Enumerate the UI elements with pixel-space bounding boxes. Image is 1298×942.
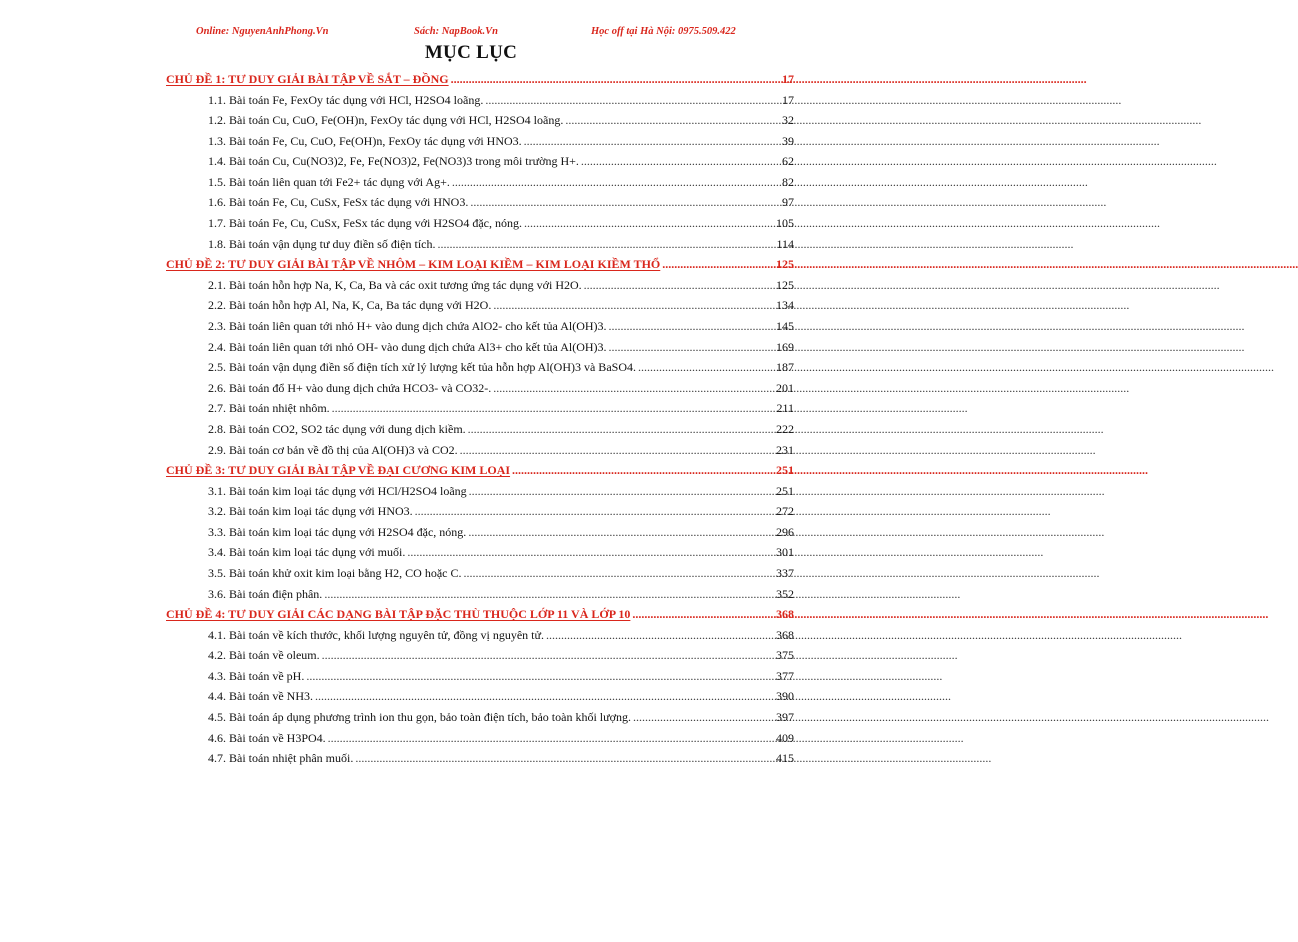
toc-entry[interactable] <box>166 731 794 752</box>
toc-entry[interactable] <box>166 401 794 422</box>
toc-entry[interactable] <box>166 751 794 772</box>
toc-entry-title: 4.5. Bài toán áp dụng phương trình ion thu gọn, bảo toàn điện tích, bảo toàn khối lượng. <box>208 710 631 725</box>
dot-leader <box>355 751 774 766</box>
toc-entry-title: 4.7. Bài toán nhiệt phân muối. <box>208 751 354 766</box>
toc-entry-title: 1.4. Bài toán Cu, Cu(NO3)2, Fe, Fe(NO3)2, Fe(NO3)3 trong môi trường H+. <box>208 154 579 169</box>
toc-entry[interactable] <box>166 319 794 340</box>
dot-leader <box>546 628 774 643</box>
page-number: 375 <box>776 648 794 663</box>
header-book-site: Sách: NapBook.Vn <box>414 26 499 37</box>
toc-entry-title: 1.7. Bài toán Fe, Cu, CuSx, FeSx tác dụng với H2SO4 đặc, nóng. <box>208 216 523 231</box>
toc-entry[interactable] <box>166 154 794 175</box>
toc-entry[interactable] <box>166 689 794 710</box>
page-number: 105 <box>776 216 794 231</box>
page-number: 231 <box>776 442 794 457</box>
page-number: 169 <box>776 339 794 354</box>
page-number: 211 <box>776 401 794 416</box>
toc-entry-title: 4.1. Bài toán về kích thước, khối lượng nguyên tử, đồng vị nguyên tử. <box>208 627 544 642</box>
dot-leader <box>407 545 774 560</box>
dot-leader <box>493 298 774 313</box>
toc-chapter-title: CHỦ ĐỀ 4: TƯ DUY GIẢI CÁC DẠNG BÀI TẬP ĐẶC THÙ THUỘC LỚP 11 VÀ LỚP 10 <box>166 607 631 622</box>
toc-entry-title: 2.1. Bài toán hỗn hợp Na, K, Ca, Ba và các oxit tương ứng tác dụng với H2O. <box>208 277 582 292</box>
dot-leader <box>662 257 774 272</box>
toc-entry-title: 4.6. Bài toán về H3PO4. <box>208 730 326 745</box>
toc-entry[interactable] <box>166 340 794 361</box>
dot-leader <box>437 237 774 252</box>
page-number: 415 <box>776 751 794 766</box>
toc-entry-title: 4.2. Bài toán về oleum. <box>208 648 320 663</box>
toc-entry[interactable] <box>166 278 794 299</box>
page-number: 222 <box>776 421 794 436</box>
dot-leader <box>452 175 780 190</box>
page-number: 337 <box>776 565 794 580</box>
toc-entry-title: 3.1. Bài toán kim loại tác dụng với HCl/H2SO4 loãng <box>208 483 467 498</box>
header-contact: Học off tại Hà Nội: 0975.509.422 <box>591 26 736 37</box>
dot-leader <box>565 113 780 128</box>
page-number: 145 <box>776 318 794 333</box>
dot-leader <box>633 710 774 725</box>
header-website: Online: NguyenAnhPhong.Vn <box>196 26 329 37</box>
page-number: 62 <box>782 154 794 169</box>
toc-entry-title: 1.2. Bài toán Cu, CuO, Fe(OH)n, FexOy tác dụng với HCl, H2SO4 loãng. <box>208 113 564 128</box>
page-number: 125 <box>776 277 794 292</box>
toc-chapter-title: CHỦ ĐỀ 2: TƯ DUY GIẢI BÀI TẬP VỀ NHÔM – KIM LOẠI KIỀM – KIM LOẠI KIỀM THỔ <box>166 257 661 272</box>
toc-chapter[interactable] <box>166 257 794 278</box>
toc-entry-title: 2.8. Bài toán CO2, SO2 tác dụng với dung dịch kiềm. <box>208 421 466 436</box>
toc-entry-title: 2.9. Bài toán cơ bản về đồ thị của Al(OH)3 và CO2. <box>208 442 458 457</box>
page-number: 97 <box>782 195 794 210</box>
toc-entry-title: 3.5. Bài toán khử oxit kim loại bằng H2, CO hoặc C. <box>208 565 462 580</box>
dot-leader <box>524 134 780 149</box>
page-number: 368 <box>776 607 794 622</box>
page-title: MỤC LỤC <box>424 42 518 63</box>
dot-leader <box>324 587 774 602</box>
toc-chapter[interactable] <box>166 607 794 628</box>
toc-entry-title: 4.4. Bài toán về NH3. <box>208 689 313 704</box>
page-number: 17 <box>782 92 794 107</box>
toc-entry[interactable] <box>166 175 794 196</box>
toc-entry-title: 2.3. Bài toán liên quan tới nhỏ H+ vào dung dịch chứa AlO2- cho kết tủa Al(OH)3. <box>208 318 607 333</box>
dot-leader <box>493 381 774 396</box>
dot-leader <box>463 566 774 581</box>
page-number: 39 <box>782 133 794 148</box>
toc-entry[interactable] <box>166 134 794 155</box>
toc-entry-title: 2.6. Bài toán đổ H+ vào dung dịch chứa HCO3- và CO32-. <box>208 380 492 395</box>
toc-entry-title: 1.5. Bài toán liên quan tới Fe2+ tác dụng với Ag+. <box>208 174 450 189</box>
dot-leader <box>460 443 774 458</box>
page-number: 352 <box>776 586 794 601</box>
toc-entry-title: 2.5. Bài toán vận dụng điền số điện tích xử lý lượng kết tủa hỗn hợp Al(OH)3 và BaSO4. <box>208 360 636 375</box>
page-number: 296 <box>776 524 794 539</box>
page-number: 272 <box>776 504 794 519</box>
toc-entry[interactable] <box>166 566 794 587</box>
dot-leader <box>584 278 774 293</box>
page-number: 397 <box>776 710 794 725</box>
dot-leader <box>638 360 774 375</box>
dot-leader <box>415 504 774 519</box>
toc-entry[interactable] <box>166 237 794 258</box>
toc-entry[interactable] <box>166 381 794 402</box>
page-number: 32 <box>782 113 794 128</box>
dot-leader <box>315 689 774 704</box>
dot-leader <box>470 195 780 210</box>
dot-leader <box>451 72 780 87</box>
page-number: 368 <box>776 627 794 642</box>
toc-entry[interactable] <box>166 628 794 649</box>
toc-entry[interactable] <box>166 93 794 114</box>
toc-entry-title: 1.6. Bài toán Fe, Cu, CuSx, FeSx tác dụng với HNO3. <box>208 195 469 210</box>
toc-entry[interactable] <box>166 443 794 464</box>
dot-leader <box>328 731 774 746</box>
toc-entry[interactable] <box>166 216 794 237</box>
dot-leader <box>468 422 774 437</box>
page-number: 251 <box>776 463 794 478</box>
toc-entry-title: 3.4. Bài toán kim loại tác dụng với muối. <box>208 545 406 560</box>
page-number: 390 <box>776 689 794 704</box>
toc-entry-title: 1.3. Bài toán Fe, Cu, CuO, Fe(OH)n, FexOy tác dụng với HNO3. <box>208 133 522 148</box>
page-number: 125 <box>776 257 794 272</box>
toc-entry-title: 3.2. Bài toán kim loại tác dụng với HNO3. <box>208 504 413 519</box>
page-number: 187 <box>776 360 794 375</box>
toc-entry-title: 2.4. Bài toán liên quan tới nhỏ OH- vào dung dịch chứa Al3+ cho kết tủa Al(OH)3. <box>208 339 607 354</box>
dot-leader <box>632 607 774 622</box>
toc-entry[interactable] <box>166 710 794 731</box>
toc-entry-title: 3.6. Bài toán điện phân. <box>208 586 323 601</box>
toc-entry-title: 2.7. Bài toán nhiệt nhôm. <box>208 401 330 416</box>
toc-chapter-title: CHỦ ĐỀ 3: TƯ DUY GIẢI BÀI TẬP VỀ ĐẠI CƯƠNG KIM LOẠI <box>166 463 511 478</box>
toc-entry[interactable] <box>166 422 794 443</box>
toc-entry-title: 1.1. Bài toán Fe, FexOy tác dụng với HCl, H2SO4 loãng. <box>208 92 484 107</box>
toc-entry[interactable] <box>166 113 794 134</box>
toc-entry[interactable] <box>166 525 794 546</box>
page-number: 301 <box>776 545 794 560</box>
toc-entry[interactable] <box>166 545 794 566</box>
toc-chapter-title: CHỦ ĐỀ 1: TƯ DUY GIẢI BÀI TẬP VỀ SẮT – ĐỒNG <box>166 72 449 86</box>
toc-entry[interactable] <box>166 484 794 505</box>
table-of-contents <box>166 72 794 772</box>
toc-entry[interactable] <box>166 360 794 381</box>
toc-entry-title: 2.2. Bài toán hỗn hợp Al, Na, K, Ca, Ba tác dụng với H2O. <box>208 298 492 313</box>
page-number: 251 <box>776 483 794 498</box>
page-number: 409 <box>776 730 794 745</box>
toc-entry-title: 1.8. Bài toán vận dụng tư duy điền số điện tích. <box>208 236 436 251</box>
page-number: 114 <box>776 236 794 251</box>
toc-entry[interactable] <box>166 648 794 669</box>
dot-leader <box>524 216 774 231</box>
toc-entry[interactable] <box>166 587 794 608</box>
page-number: 17 <box>782 72 794 86</box>
toc-entry[interactable] <box>166 298 794 319</box>
toc-entry[interactable] <box>166 195 794 216</box>
dot-leader <box>609 319 774 334</box>
dot-leader <box>512 463 774 478</box>
toc-entry-title: 4.3. Bài toán về pH. <box>208 668 305 683</box>
page-number: 377 <box>776 668 794 683</box>
dot-leader <box>468 525 774 540</box>
toc-entry[interactable] <box>166 504 794 525</box>
toc-entry-title: 3.3. Bài toán kim loại tác dụng với H2SO4 đặc, nóng. <box>208 524 467 539</box>
dot-leader <box>581 154 780 169</box>
dot-leader <box>469 484 774 499</box>
page-number: 82 <box>782 174 794 189</box>
toc-entry[interactable] <box>166 669 794 690</box>
page-number: 134 <box>776 298 794 313</box>
dot-leader <box>322 648 774 663</box>
page-number: 201 <box>776 380 794 395</box>
dot-leader <box>332 401 775 416</box>
toc-chapter[interactable] <box>166 463 794 484</box>
toc-chapter[interactable] <box>166 72 794 93</box>
dot-leader <box>485 93 780 108</box>
page-header <box>0 26 942 42</box>
dot-leader <box>609 340 774 355</box>
dot-leader <box>306 669 774 684</box>
